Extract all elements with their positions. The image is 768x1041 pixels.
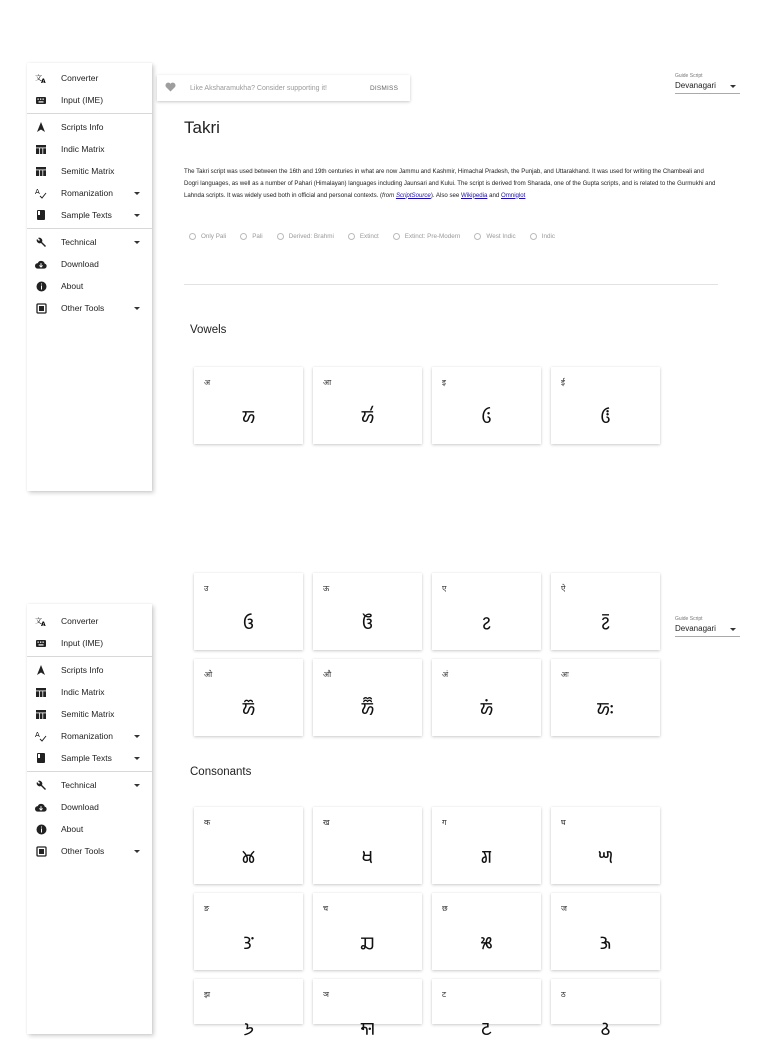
takri-char: 𑚔 bbox=[481, 1018, 492, 1040]
character-card[interactable] bbox=[313, 659, 422, 736]
filter-indic[interactable] bbox=[530, 233, 555, 240]
takri-char: 𑚎 bbox=[243, 932, 254, 954]
takri-char: 𑚌 bbox=[481, 846, 492, 868]
sidebar-item-label: Other Tools bbox=[61, 846, 105, 856]
takri-char: 𑚒 bbox=[243, 1018, 254, 1040]
character-card[interactable] bbox=[194, 807, 303, 884]
character-card[interactable] bbox=[432, 979, 541, 1040]
cloud-download-icon bbox=[35, 801, 47, 813]
chevron-down-icon bbox=[134, 192, 140, 195]
devanagari-char: छ bbox=[442, 904, 448, 913]
keyboard-icon bbox=[35, 94, 47, 106]
filter-label: Only Pali bbox=[201, 233, 227, 240]
character-card[interactable] bbox=[551, 807, 660, 884]
sidebar-item-label: Romanization bbox=[61, 188, 113, 198]
scriptsource-link[interactable]: ScriptSource bbox=[395, 191, 431, 199]
takri-char: 𑚀𑚫 bbox=[479, 698, 494, 720]
character-card[interactable] bbox=[432, 807, 541, 884]
takri-char: 𑚂 bbox=[481, 406, 492, 428]
sidebar-item-sample-texts[interactable] bbox=[27, 747, 152, 769]
character-card[interactable] bbox=[194, 573, 303, 650]
chevron-down-icon bbox=[134, 241, 140, 244]
page-title: Takri bbox=[184, 118, 220, 137]
sidebar bbox=[27, 63, 152, 491]
filter-extinct-pre-modern[interactable] bbox=[393, 233, 461, 240]
guide-script-selected: Devanagari bbox=[675, 624, 716, 633]
devanagari-char: झ bbox=[204, 990, 211, 999]
radio-icon[interactable] bbox=[189, 233, 196, 240]
devanagari-char: च bbox=[323, 904, 329, 913]
devanagari-char: अः bbox=[561, 670, 569, 679]
table-icon bbox=[35, 165, 47, 177]
guide-script-selected: Devanagari bbox=[675, 81, 716, 90]
devanagari-char: औ bbox=[323, 670, 332, 679]
takri-char: 𑚊 bbox=[241, 846, 256, 868]
filter-label: Extinct: Pre-Modern bbox=[404, 233, 461, 240]
sidebar-item-semitic-matrix[interactable] bbox=[27, 160, 152, 182]
sidebar-divider bbox=[27, 113, 152, 114]
filter-only-pali[interactable] bbox=[189, 233, 226, 240]
heart-icon bbox=[165, 82, 176, 94]
sidebar-item-label: Download bbox=[61, 802, 99, 812]
sidebar-item-label: Scripts Info bbox=[61, 665, 104, 675]
guide-script-value[interactable] bbox=[675, 81, 740, 94]
sidebar-item-sample-texts[interactable] bbox=[27, 204, 152, 226]
chevron-down-icon bbox=[730, 85, 736, 88]
sidebar-item-label: About bbox=[61, 281, 84, 291]
sidebar-item-label: About bbox=[61, 824, 84, 834]
sidebar-item-indic-matrix[interactable] bbox=[27, 681, 152, 703]
devanagari-char: आ bbox=[323, 378, 332, 387]
sidebar-item-label: Scripts Info bbox=[61, 122, 104, 132]
sidebar-divider bbox=[27, 228, 152, 229]
takri-char: 𑚏 bbox=[360, 932, 375, 954]
character-card[interactable] bbox=[551, 659, 660, 736]
devanagari-char: ओ bbox=[204, 670, 213, 679]
navigation-arrow-icon bbox=[35, 664, 47, 676]
svg-text:A: A bbox=[41, 78, 46, 84]
radio-icon[interactable] bbox=[277, 233, 284, 240]
takri-char: 𑚍 bbox=[598, 846, 613, 868]
devanagari-char: ट bbox=[442, 990, 447, 999]
script-filter-group bbox=[189, 233, 569, 240]
navigation-arrow-icon bbox=[35, 121, 47, 133]
filter-extinct[interactable] bbox=[348, 233, 379, 240]
devanagari-char: ई bbox=[561, 378, 565, 387]
character-card[interactable] bbox=[194, 659, 303, 736]
guide-script-label: Guide Script bbox=[675, 73, 703, 79]
radio-icon[interactable] bbox=[240, 233, 247, 240]
sidebar-item-other-tools[interactable] bbox=[27, 840, 152, 862]
sidebar-item-label: Sample Texts bbox=[61, 210, 112, 220]
devanagari-char: ग bbox=[442, 818, 447, 827]
svg-text:A: A bbox=[41, 621, 46, 627]
svg-text:A: A bbox=[35, 188, 40, 196]
radio-icon[interactable] bbox=[393, 233, 400, 240]
takri-char: 𑚅 bbox=[362, 612, 373, 634]
wikipedia-link[interactable]: Wikipedia bbox=[460, 191, 488, 199]
sidebar-item-scripts-info[interactable] bbox=[27, 659, 152, 681]
sidebar-item-about[interactable] bbox=[27, 275, 152, 297]
wrench-icon bbox=[35, 236, 47, 248]
chevron-down-icon bbox=[134, 307, 140, 310]
info-icon bbox=[35, 280, 47, 292]
takri-char: 𑚉 bbox=[360, 698, 375, 720]
character-card[interactable] bbox=[432, 573, 541, 650]
takri-char: 𑚑 bbox=[599, 932, 612, 954]
spellcheck-icon bbox=[35, 187, 47, 199]
filter-west-indic[interactable] bbox=[474, 233, 515, 240]
dismiss-button[interactable]: DISMISS bbox=[370, 84, 399, 92]
keyboard-icon bbox=[35, 637, 47, 649]
filter-label: Indic bbox=[541, 233, 556, 240]
takri-char: 𑚇 bbox=[601, 612, 610, 634]
devanagari-char: घ bbox=[561, 818, 566, 827]
character-card[interactable] bbox=[194, 893, 303, 970]
cloud-download-icon bbox=[35, 258, 47, 270]
sidebar-item-label: Romanization bbox=[61, 731, 113, 741]
sidebar-item-download[interactable] bbox=[27, 253, 152, 275]
devanagari-char: उ bbox=[204, 584, 209, 593]
devanagari-char: ञ bbox=[323, 990, 329, 999]
character-card[interactable] bbox=[432, 367, 541, 444]
sidebar-item-label: Input (IME) bbox=[61, 95, 104, 105]
guide-script-label: Guide Script bbox=[675, 616, 703, 622]
sidebar-item-semitic-matrix[interactable] bbox=[27, 703, 152, 725]
sidebar bbox=[27, 604, 152, 1034]
chevron-down-icon bbox=[134, 850, 140, 853]
sidebar-item-indic-matrix[interactable] bbox=[27, 138, 152, 160]
takri-char: 𑚈 bbox=[241, 698, 256, 720]
character-card[interactable] bbox=[313, 573, 422, 650]
takri-char: 𑚋 bbox=[362, 846, 373, 868]
sidebar-item-label: Semitic Matrix bbox=[61, 166, 115, 176]
sidebar-item-about[interactable] bbox=[27, 818, 152, 840]
sidebar-item-label: Converter bbox=[61, 73, 99, 83]
sidebar-item-label: Technical bbox=[61, 780, 97, 790]
takri-char: 𑚄 bbox=[243, 612, 254, 634]
sidebar-item-label: Input (IME) bbox=[61, 638, 104, 648]
devanagari-char: ख bbox=[323, 818, 330, 827]
info-icon bbox=[35, 823, 47, 835]
description-from: from bbox=[382, 191, 395, 199]
support-banner bbox=[157, 75, 410, 101]
radio-icon[interactable] bbox=[530, 233, 537, 240]
character-card[interactable] bbox=[194, 979, 303, 1040]
devanagari-char: अं bbox=[442, 670, 449, 679]
sidebar-divider bbox=[27, 771, 152, 772]
character-card[interactable] bbox=[313, 893, 422, 970]
sidebar-item-technical[interactable] bbox=[27, 231, 152, 253]
description-text: The Takri script was used between the 16th and 19th centuries in what are now Jammu and Kashmir, Himachal Pradesh, the Punjab, and Uttarakhand. It was used for writing the Chambeali and Dogri languages, as well as a number of Pahari (Himalayan) languages including Jaunsari and Kului. The script is derived from Sharada, one of the Gupta scripts, and is related to the Gurmukhi and Lahnda scripts. It was widely used both in official and personal contexts. ( bbox=[184, 168, 716, 199]
takri-char: 𑚐 bbox=[480, 932, 493, 954]
description-and: and bbox=[489, 191, 500, 199]
sidebar-item-label: Indic Matrix bbox=[61, 687, 105, 697]
devanagari-char: ठ bbox=[561, 990, 566, 999]
character-card[interactable] bbox=[194, 367, 303, 444]
chevron-down-icon bbox=[134, 735, 140, 738]
character-card[interactable] bbox=[551, 573, 660, 650]
guide-script-select[interactable] bbox=[675, 616, 740, 637]
filter-derived-brahmi[interactable] bbox=[277, 233, 334, 240]
chevron-down-icon bbox=[730, 628, 736, 631]
sidebar-item-technical[interactable] bbox=[27, 774, 152, 796]
takri-char: 𑚀 bbox=[241, 406, 256, 428]
sidebar-item-converter[interactable] bbox=[27, 67, 152, 89]
book-icon bbox=[35, 209, 47, 221]
sidebar-divider bbox=[27, 656, 152, 657]
sidebar-item-other-tools[interactable] bbox=[27, 297, 152, 319]
support-message: Like Aksharamukha? Consider supporting it! bbox=[190, 84, 327, 92]
devanagari-char: इ bbox=[442, 378, 446, 387]
spellcheck-icon bbox=[35, 730, 47, 742]
table-icon bbox=[35, 686, 47, 698]
devanagari-char: ऐ bbox=[561, 584, 566, 593]
wrench-icon bbox=[35, 779, 47, 791]
filter-label: Extinct bbox=[359, 233, 379, 240]
takri-char: 𑚁 bbox=[360, 406, 375, 428]
character-card[interactable] bbox=[313, 807, 422, 884]
chevron-down-icon bbox=[134, 784, 140, 787]
filter-label: Pali bbox=[252, 233, 263, 240]
chevron-down-icon bbox=[134, 214, 140, 217]
vowels-heading: Vowels bbox=[190, 324, 227, 336]
devanagari-char: ऊ bbox=[323, 584, 330, 593]
sidebar-item-converter[interactable] bbox=[27, 610, 152, 632]
book-icon bbox=[35, 752, 47, 764]
tools-icon bbox=[35, 845, 47, 857]
sidebar-item-label: Converter bbox=[61, 616, 99, 626]
takri-char: 𑚆 bbox=[482, 612, 491, 634]
svg-text:文: 文 bbox=[35, 617, 42, 625]
devanagari-char: ज bbox=[561, 904, 567, 913]
filter-pali[interactable] bbox=[240, 233, 263, 240]
svg-text:文: 文 bbox=[35, 74, 42, 82]
devanagari-char: ङ bbox=[204, 904, 210, 913]
chevron-down-icon bbox=[134, 757, 140, 760]
radio-icon[interactable] bbox=[348, 233, 355, 240]
character-card[interactable] bbox=[313, 979, 422, 1040]
table-icon bbox=[35, 708, 47, 720]
section-divider bbox=[184, 284, 718, 285]
table-icon bbox=[35, 143, 47, 155]
filter-label: West Indic bbox=[486, 233, 516, 240]
character-card[interactable] bbox=[432, 659, 541, 736]
sidebar-item-label: Technical bbox=[61, 237, 97, 247]
guide-script-select[interactable] bbox=[675, 73, 740, 94]
sidebar-item-input-ime[interactable] bbox=[27, 89, 152, 111]
sidebar-item-label: Semitic Matrix bbox=[61, 709, 115, 719]
character-card[interactable] bbox=[432, 893, 541, 970]
translate-icon bbox=[35, 72, 47, 84]
character-card[interactable] bbox=[313, 367, 422, 444]
sidebar-item-label: Other Tools bbox=[61, 303, 105, 313]
sidebar-item-romanization[interactable] bbox=[27, 725, 152, 747]
sidebar-item-label: Indic Matrix bbox=[61, 144, 105, 154]
radio-icon[interactable] bbox=[474, 233, 481, 240]
character-card[interactable] bbox=[551, 893, 660, 970]
takri-char: 𑚕 bbox=[600, 1018, 611, 1040]
takri-char: 𑚀𑚬 bbox=[596, 698, 615, 720]
sidebar-item-scripts-info[interactable] bbox=[27, 116, 152, 138]
filter-label: Derived: Brahmi bbox=[288, 233, 334, 240]
consonants-heading: Consonants bbox=[190, 766, 252, 778]
character-card[interactable] bbox=[551, 367, 660, 444]
omniglot-link[interactable]: Omniglot bbox=[500, 191, 526, 199]
sidebar-item-download[interactable] bbox=[27, 796, 152, 818]
sidebar-item-input-ime[interactable] bbox=[27, 632, 152, 654]
devanagari-char: ए bbox=[442, 584, 447, 593]
takri-char: 𑚓 bbox=[360, 1018, 375, 1040]
sidebar-item-label: Download bbox=[61, 259, 99, 269]
svg-text:A: A bbox=[35, 731, 40, 739]
sidebar-item-label: Sample Texts bbox=[61, 753, 112, 763]
character-card[interactable] bbox=[551, 979, 660, 1040]
description-also-see: ). Also see bbox=[430, 191, 460, 199]
translate-icon bbox=[35, 615, 47, 627]
tools-icon bbox=[35, 302, 47, 314]
sidebar-item-romanization[interactable] bbox=[27, 182, 152, 204]
devanagari-char: अ bbox=[204, 378, 211, 387]
guide-script-value[interactable] bbox=[675, 624, 740, 637]
devanagari-char: क bbox=[204, 818, 211, 827]
takri-char: 𑚃 bbox=[600, 406, 611, 428]
script-description bbox=[184, 166, 719, 201]
